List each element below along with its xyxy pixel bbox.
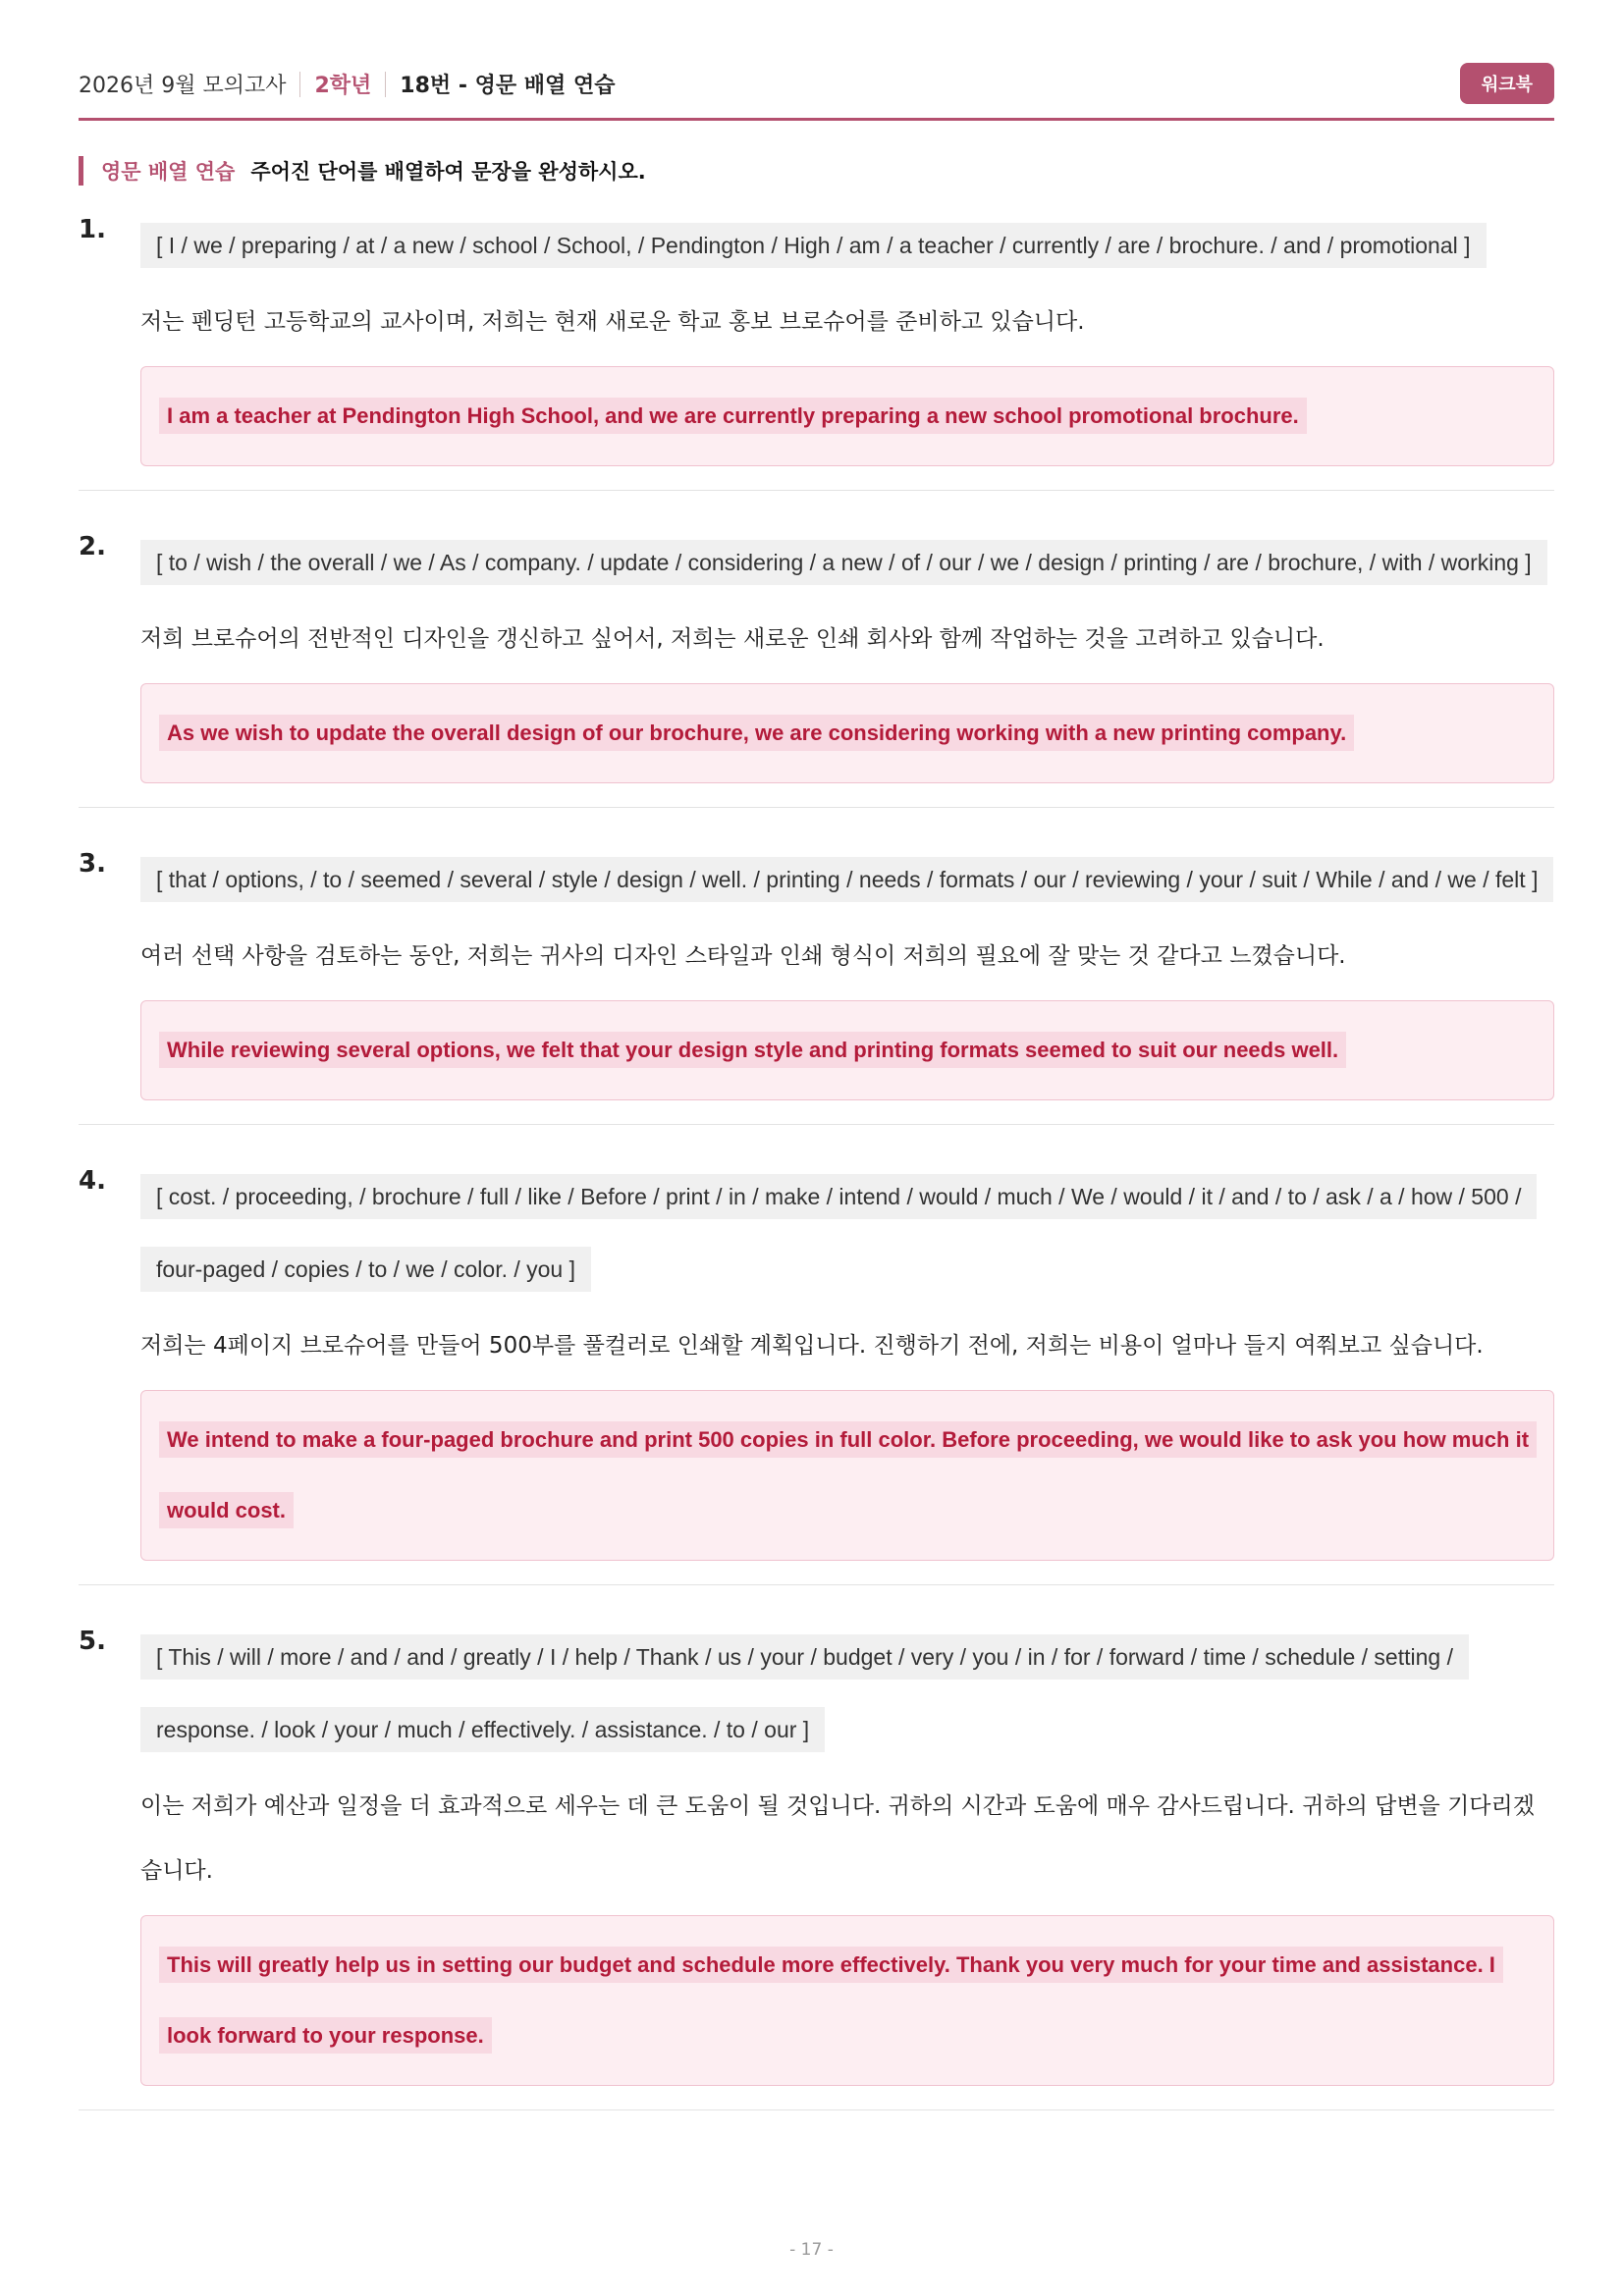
worksheet-page (79, 59, 1554, 2146)
page-header (79, 59, 1554, 112)
page-title: 18번 - 영문 배열 연습 (400, 74, 616, 98)
word-bank-text: [ to / wish / the overall / we / As / company. / update / considering / a new / of / our / we / design / printing / are / brochure, / with / working ] (140, 540, 1547, 585)
answer-text: While reviewing several options, we felt that your design style and printing formats seemed to suit our needs well. (159, 1032, 1346, 1068)
korean-translation: 저희는 4페이지 브로슈어를 만들어 500부를 풀컬러로 인쇄할 계획입니다. 진행하기 전에, 저희는 비용이 얼마나 들지 여쭤보고 싶습니다. (140, 1333, 1484, 1359)
korean-translation: 여러 선택 사항을 검토하는 동안, 저희는 귀사의 디자인 스타일과 인쇄 형식이 저희의 필요에 잘 맞는 것 같다고 느꼈습니다. (140, 943, 1346, 969)
answer-text: I am a teacher at Pendington High School, and we are currently preparing a new school promotional brochure. (159, 398, 1307, 434)
answer-box (140, 366, 1554, 466)
header-breadcrumb (79, 69, 615, 99)
instruction-text: 주어진 단어를 배열하여 문장을 완성하시오. (250, 160, 646, 184)
word-bank (140, 1160, 1554, 1306)
answer-box (140, 1000, 1554, 1100)
exercise-item-1 (79, 209, 1554, 491)
korean-translation: 이는 저희가 예산과 일정을 더 효과적으로 세우는 데 큰 도움이 될 것입니다. 귀하의 시간과 도움에 매우 감사드립니다. 귀하의 답변을 기다리겠습니다. (140, 1793, 1535, 1884)
word-bank-text: [ cost. / proceeding, / brochure / full / like / Before / print / in / make / intend / would / much / We / would / it / and / to / ask / a / how / 500 / four-paged / copies / to / we / color. / you ] (140, 1174, 1537, 1292)
header-divider (385, 72, 386, 97)
answer-box (140, 1915, 1554, 2086)
exercise-number: 1. (79, 215, 106, 244)
word-bank-text: [ that / options, / to / seemed / several / style / design / well. / printing / needs / formats / our / reviewing / your / suit / While / and / we / felt ] (140, 857, 1553, 902)
word-bank-text: [ This / will / more / and / and / greatly / I / help / Thank / us / your / budget / very / you / in / for / forward / time / schedule / setting / response. / look / your / much / effectively. / assistance. / to / our ] (140, 1634, 1469, 1752)
workbook-badge: 워크북 (1460, 63, 1554, 104)
answer-box (140, 683, 1554, 783)
exercise-item-4 (79, 1160, 1554, 1585)
grade-label: 2학년 (314, 74, 372, 98)
header-rule (79, 118, 1554, 121)
exercise-number: 5. (79, 1627, 106, 1656)
exercise-number: 4. (79, 1166, 106, 1196)
korean-translation: 저는 펜딩턴 고등학교의 교사이며, 저희는 현재 새로운 학교 홍보 브로슈어를 준비하고 있습니다. (140, 309, 1085, 335)
answer-text: We intend to make a four-paged brochure and print 500 copies in full color. Before proceeding, we would like to ask you how much it would cost. (159, 1421, 1537, 1528)
word-bank (140, 526, 1554, 599)
answer-text: This will greatly help us in setting our budget and schedule more effectively. Thank you very much for your time and assistance. I look forward to your response. (159, 1947, 1503, 2054)
word-bank-text: [ I / we / preparing / at / a new / school / School, / Pendington / High / am / a teacher / currently / are / brochure. / and / promotional ] (140, 223, 1487, 268)
answer-box (140, 1390, 1554, 1561)
exercise-number: 2. (79, 532, 106, 561)
word-bank (140, 209, 1554, 282)
exercise-number: 3. (79, 849, 106, 879)
answer-text: As we wish to update the overall design of our brochure, we are considering working with a new printing company. (159, 715, 1354, 751)
exercise-item-3 (79, 843, 1554, 1125)
instruction-bar (79, 156, 1554, 186)
header-divider (299, 72, 300, 97)
exercise-item-2 (79, 526, 1554, 808)
exercise-item-5 (79, 1621, 1554, 2110)
korean-translation: 저희 브로슈어의 전반적인 디자인을 갱신하고 싶어서, 저희는 새로운 인쇄 회사와 함께 작업하는 것을 고려하고 있습니다. (140, 626, 1325, 652)
instruction-label: 영문 배열 연습 (101, 160, 236, 184)
word-bank (140, 1621, 1554, 1766)
word-bank (140, 843, 1554, 916)
page-number: - 17 - (789, 2240, 834, 2260)
exam-name: 2026년 9월 모의고사 (79, 74, 287, 98)
